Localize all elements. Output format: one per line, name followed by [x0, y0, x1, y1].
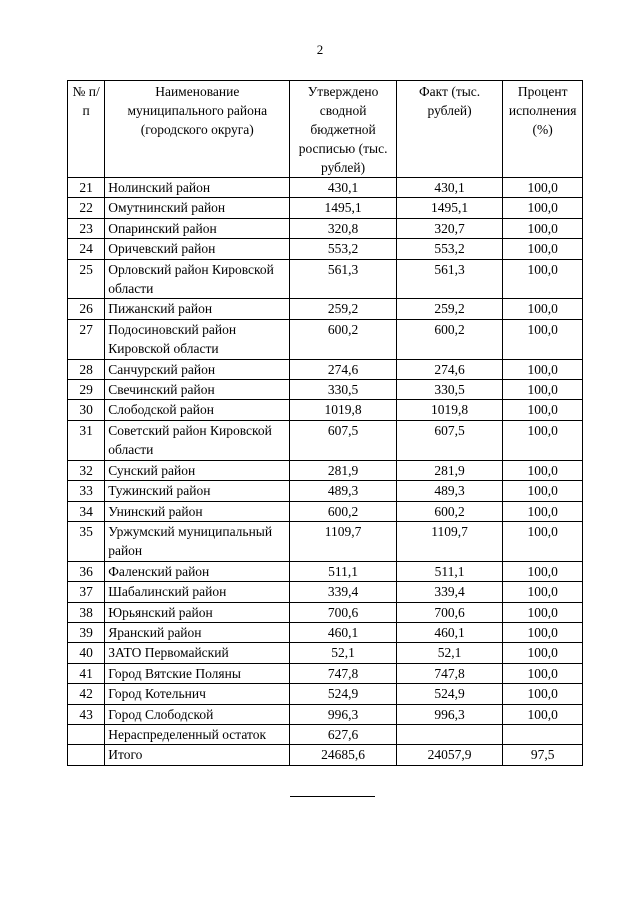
- fact-amount: 339,4: [396, 582, 503, 602]
- district-name: Яранский район: [105, 622, 290, 642]
- approved-amount: 460,1: [290, 622, 397, 642]
- fact-amount: 607,5: [396, 420, 503, 460]
- table-row: [68, 561, 583, 581]
- execution-percent: 100,0: [503, 602, 583, 622]
- district-name: Шабалинский район: [105, 582, 290, 602]
- header-percent: Процент исполнения (%): [503, 81, 583, 178]
- table-row: [68, 724, 583, 744]
- fact-amount: 524,9: [396, 684, 503, 704]
- district-name: Слободской район: [105, 400, 290, 420]
- table-row: [68, 218, 583, 238]
- approved-amount: 320,8: [290, 218, 397, 238]
- row-number: 21: [68, 178, 105, 198]
- fact-amount: 996,3: [396, 704, 503, 724]
- row-number: [68, 745, 105, 765]
- execution-percent: 100,0: [503, 319, 583, 359]
- district-name: Уржумский муниципальный район: [105, 521, 290, 561]
- table-row: [68, 319, 583, 359]
- execution-percent: 100,0: [503, 420, 583, 460]
- approved-amount: 700,6: [290, 602, 397, 622]
- table-row: [68, 259, 583, 299]
- row-number: 31: [68, 420, 105, 460]
- district-name: Тужинский район: [105, 481, 290, 501]
- table-row: [68, 380, 583, 400]
- district-name: Омутнинский район: [105, 198, 290, 218]
- execution-percent: 100,0: [503, 622, 583, 642]
- district-name: Город Слободской: [105, 704, 290, 724]
- table-row: [68, 460, 583, 480]
- row-number: 33: [68, 481, 105, 501]
- execution-percent: 100,0: [503, 501, 583, 521]
- header-plan: Утверждено сводной бюджетной росписью (тыс. рублей): [290, 81, 397, 178]
- table-row: [68, 602, 583, 622]
- fact-amount: 600,2: [396, 501, 503, 521]
- execution-percent: 100,0: [503, 259, 583, 299]
- table-row: [68, 521, 583, 561]
- execution-percent: 100,0: [503, 481, 583, 501]
- table-header-row: [68, 81, 583, 178]
- approved-amount: 1019,8: [290, 400, 397, 420]
- header-name: Наименование муниципального района (городского округа): [105, 81, 290, 178]
- fact-amount: 430,1: [396, 178, 503, 198]
- execution-percent: 100,0: [503, 663, 583, 683]
- approved-amount: 339,4: [290, 582, 397, 602]
- district-name: Санчурский район: [105, 359, 290, 379]
- approved-amount: 553,2: [290, 239, 397, 259]
- approved-amount: 607,5: [290, 420, 397, 460]
- table-row: [68, 704, 583, 724]
- row-number: 32: [68, 460, 105, 480]
- district-name: Фаленский район: [105, 561, 290, 581]
- execution-percent: 100,0: [503, 561, 583, 581]
- district-name: Советский район Кировской области: [105, 420, 290, 460]
- fact-amount: [396, 724, 503, 744]
- district-name: Оричевский район: [105, 239, 290, 259]
- execution-percent: 100,0: [503, 299, 583, 319]
- district-name: Орловский район Кировской области: [105, 259, 290, 299]
- fact-amount: 52,1: [396, 643, 503, 663]
- table-row: [68, 400, 583, 420]
- page-number: 2: [316, 42, 324, 57]
- approved-amount: 430,1: [290, 178, 397, 198]
- fact-amount: 600,2: [396, 319, 503, 359]
- fact-amount: 553,2: [396, 239, 503, 259]
- table-row: [68, 359, 583, 379]
- approved-amount: 1495,1: [290, 198, 397, 218]
- row-number: 42: [68, 684, 105, 704]
- approved-amount: 524,9: [290, 684, 397, 704]
- row-number: 23: [68, 218, 105, 238]
- approved-amount: 259,2: [290, 299, 397, 319]
- fact-amount: 1019,8: [396, 400, 503, 420]
- execution-percent: 100,0: [503, 684, 583, 704]
- row-number: 25: [68, 259, 105, 299]
- execution-percent: 100,0: [503, 521, 583, 561]
- execution-percent: 100,0: [503, 239, 583, 259]
- header-fact: Факт (тыс. рублей): [396, 81, 503, 178]
- table-row: [68, 684, 583, 704]
- district-name: Юрьянский район: [105, 602, 290, 622]
- table-row: [68, 622, 583, 642]
- approved-amount: 627,6: [290, 724, 397, 744]
- approved-amount: 600,2: [290, 319, 397, 359]
- row-number: 36: [68, 561, 105, 581]
- fact-amount: 274,6: [396, 359, 503, 379]
- row-number: [68, 724, 105, 744]
- execution-percent: 100,0: [503, 400, 583, 420]
- table-row: [68, 481, 583, 501]
- table-row: [68, 745, 583, 765]
- approved-amount: 747,8: [290, 663, 397, 683]
- table-row: [68, 198, 583, 218]
- row-number: 34: [68, 501, 105, 521]
- row-number: 38: [68, 602, 105, 622]
- table-row: [68, 643, 583, 663]
- row-number: 41: [68, 663, 105, 683]
- approved-amount: 274,6: [290, 359, 397, 379]
- approved-amount: 600,2: [290, 501, 397, 521]
- budget-execution-table: [67, 80, 583, 766]
- fact-amount: 747,8: [396, 663, 503, 683]
- execution-percent: 100,0: [503, 704, 583, 724]
- fact-amount: 489,3: [396, 481, 503, 501]
- table-row: [68, 299, 583, 319]
- row-number: 24: [68, 239, 105, 259]
- execution-percent: 100,0: [503, 218, 583, 238]
- execution-percent: 100,0: [503, 178, 583, 198]
- row-number: 37: [68, 582, 105, 602]
- district-name: Итого: [105, 745, 290, 765]
- execution-percent: [503, 724, 583, 744]
- row-number: 35: [68, 521, 105, 561]
- footer-rule: [290, 796, 375, 797]
- approved-amount: 52,1: [290, 643, 397, 663]
- row-number: 30: [68, 400, 105, 420]
- fact-amount: 330,5: [396, 380, 503, 400]
- district-name: Подосиновский район Кировской области: [105, 319, 290, 359]
- fact-amount: 259,2: [396, 299, 503, 319]
- fact-amount: 460,1: [396, 622, 503, 642]
- row-number: 43: [68, 704, 105, 724]
- approved-amount: 996,3: [290, 704, 397, 724]
- district-name: Нераспределенный остаток: [105, 724, 290, 744]
- district-name: Сунский район: [105, 460, 290, 480]
- row-number: 28: [68, 359, 105, 379]
- district-name: Пижанский район: [105, 299, 290, 319]
- execution-percent: 100,0: [503, 643, 583, 663]
- row-number: 22: [68, 198, 105, 218]
- district-name: ЗАТО Первомайский: [105, 643, 290, 663]
- table-row: [68, 663, 583, 683]
- execution-percent: 100,0: [503, 198, 583, 218]
- approved-amount: 24685,6: [290, 745, 397, 765]
- approved-amount: 561,3: [290, 259, 397, 299]
- approved-amount: 1109,7: [290, 521, 397, 561]
- fact-amount: 561,3: [396, 259, 503, 299]
- district-name: Унинский район: [105, 501, 290, 521]
- execution-percent: 100,0: [503, 582, 583, 602]
- fact-amount: 700,6: [396, 602, 503, 622]
- district-name: Город Котельнич: [105, 684, 290, 704]
- table-body: [68, 178, 583, 766]
- execution-percent: 100,0: [503, 359, 583, 379]
- fact-amount: 1109,7: [396, 521, 503, 561]
- row-number: 26: [68, 299, 105, 319]
- execution-percent: 97,5: [503, 745, 583, 765]
- approved-amount: 489,3: [290, 481, 397, 501]
- execution-percent: 100,0: [503, 460, 583, 480]
- approved-amount: 330,5: [290, 380, 397, 400]
- approved-amount: 281,9: [290, 460, 397, 480]
- execution-percent: 100,0: [503, 380, 583, 400]
- fact-amount: 320,7: [396, 218, 503, 238]
- fact-amount: 281,9: [396, 460, 503, 480]
- table-row: [68, 582, 583, 602]
- table-row: [68, 420, 583, 460]
- fact-amount: 511,1: [396, 561, 503, 581]
- row-number: 29: [68, 380, 105, 400]
- district-name: Нолинский район: [105, 178, 290, 198]
- header-num: № п/п: [68, 81, 105, 178]
- table-row: [68, 501, 583, 521]
- row-number: 40: [68, 643, 105, 663]
- fact-amount: 24057,9: [396, 745, 503, 765]
- approved-amount: 511,1: [290, 561, 397, 581]
- table-row: [68, 178, 583, 198]
- table-row: [68, 239, 583, 259]
- row-number: 39: [68, 622, 105, 642]
- fact-amount: 1495,1: [396, 198, 503, 218]
- district-name: Город Вятские Поляны: [105, 663, 290, 683]
- row-number: 27: [68, 319, 105, 359]
- district-name: Свечинский район: [105, 380, 290, 400]
- district-name: Опаринский район: [105, 218, 290, 238]
